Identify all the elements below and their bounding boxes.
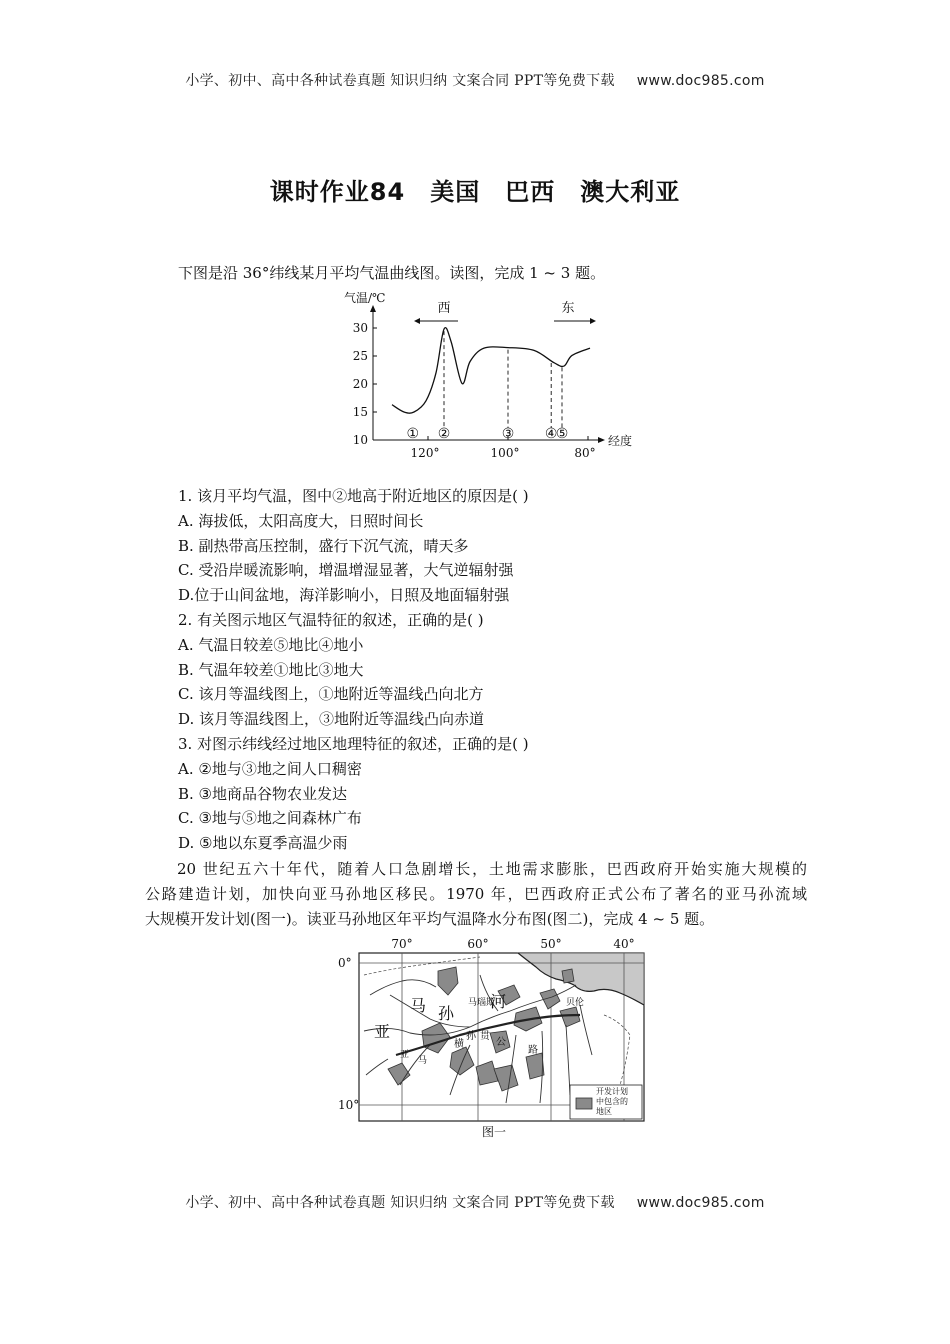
page-title: 课时作业84 美国 巴西 澳大利亚 xyxy=(269,178,681,206)
map-legend-label: 地区 xyxy=(596,1107,612,1116)
question-line: B. ③地商品谷物农业发达 xyxy=(178,784,348,803)
map-caption: 图一 xyxy=(481,1125,507,1139)
map-place-label: 孙 xyxy=(466,1031,476,1042)
map-lon-label: 70° xyxy=(391,937,413,951)
map-legend-label: 开发计划 xyxy=(596,1087,628,1096)
map-lon-label: 60° xyxy=(467,937,489,951)
temperature-chart xyxy=(340,288,640,463)
marker-label: ② xyxy=(437,426,451,442)
map-lon-label: 40° xyxy=(613,937,635,951)
question-line: A. 气温日较差⑤地比④地小 xyxy=(178,635,364,654)
map-place-label: 孙 xyxy=(438,1004,455,1023)
amazon-map xyxy=(330,935,660,1145)
map-place-label: 公 xyxy=(496,1037,506,1048)
map-legend-swatch xyxy=(576,1098,592,1109)
question-line: C. ③地与⑤地之间森林广布 xyxy=(178,809,362,828)
context-paragraph xyxy=(145,857,807,932)
question-line: C. 该月等温线图上，①地附近等温线凸向北方 xyxy=(178,685,484,704)
map-place-label: 河 xyxy=(490,992,507,1011)
direction-west-label: 西 xyxy=(437,301,451,316)
paragraph-line: 大规模开发计划(图一)。读亚马孙地区年平均气温降水分布图(图二)，完成 4 ~ 5 题。 xyxy=(145,910,715,928)
map-place-label: 亚 xyxy=(374,1022,391,1041)
footer-site[interactable]: www.doc985.com xyxy=(636,1195,765,1211)
map-place-label: 贯 xyxy=(480,1031,490,1042)
x-tick-label: 100° xyxy=(490,446,520,460)
question-line: 3. 对图示纬线经过地区地理特征的叙述，正确的是( ) xyxy=(178,734,529,753)
marker-label: ④ xyxy=(544,426,558,442)
page-header xyxy=(0,70,950,90)
page-footer xyxy=(0,1192,950,1212)
marker-label: ③ xyxy=(501,426,515,442)
map-place-label: 路 xyxy=(528,1045,538,1056)
map-lat-label: 10° xyxy=(338,1098,360,1112)
map-place-label: 贝伦 xyxy=(566,998,585,1008)
marker-label: ⑤ xyxy=(555,426,569,442)
header-site[interactable]: www.doc985.com xyxy=(636,73,765,89)
y-tick-label: 15 xyxy=(352,405,368,419)
map-place-label: 马 xyxy=(418,1056,428,1066)
questions-block xyxy=(178,484,529,856)
question-line: B. 副热带高压控制，盛行下沉气流，晴天多 xyxy=(178,536,469,555)
paragraph-line: 20 世纪五六十年代，随着人口急剧增长，土地需求膨胀，巴西政府开始实施大规模的 xyxy=(177,860,807,878)
direction-west-arrow-head xyxy=(414,318,420,324)
y-tick-label: 20 xyxy=(352,377,368,391)
map-place-label: 马 xyxy=(410,996,427,1015)
paragraph-line: 公路建造计划，加快向亚马孙地区移民。1970 年，巴西政府正式公布了著名的亚马孙流域 xyxy=(145,885,807,903)
temperature-line xyxy=(392,328,590,414)
map-place-label: 横 xyxy=(454,1039,464,1050)
y-tick-label: 25 xyxy=(352,349,368,363)
x-tick-label: 80° xyxy=(574,446,596,460)
question-line: B. 气温年较差①地比③地大 xyxy=(178,660,364,679)
question-line: C. 受沿岸暖流影响，增温增湿显著，大气逆辐射强 xyxy=(178,561,514,580)
direction-east-label: 东 xyxy=(561,301,575,316)
map-legend-label: 中包含的 xyxy=(596,1097,628,1106)
question-line: D. ⑤地以东夏季高温少雨 xyxy=(178,834,348,853)
question-line: A. ②地与③地之间人口稠密 xyxy=(178,759,362,778)
y-axis-label: 气温/℃ xyxy=(344,291,386,305)
question-line: D.位于山间盆地，海洋影响小，日照及地面辐射强 xyxy=(178,586,510,605)
question-line: 2. 有关图示地区气温特征的叙述，正确的是( ) xyxy=(178,610,484,629)
x-axis-label: 经度 xyxy=(608,434,633,448)
intro-text: 下图是沿 36°纬线某月平均气温曲线图。读图，完成 1 ~ 3 题。 xyxy=(178,264,606,282)
footer-text: 小学、初中、高中各种试卷真题 知识归纳 文案合同 PPT等免费下载 xyxy=(185,1195,615,1211)
header-text: 小学、初中、高中各种试卷真题 知识归纳 文案合同 PPT等免费下载 xyxy=(185,73,615,89)
question-line: A. 海拔低，太阳高度大，日照时间长 xyxy=(178,511,424,530)
map-lon-label: 50° xyxy=(540,937,562,951)
x-axis-arrow xyxy=(598,437,605,443)
marker-label: ① xyxy=(406,426,420,442)
y-tick-label: 10 xyxy=(352,433,368,447)
x-tick-label: 120° xyxy=(410,446,440,460)
map-place-label: 亚 xyxy=(400,1050,410,1060)
question-line: D. 该月等温线图上，③地附近等温线凸向赤道 xyxy=(178,710,485,729)
map-lat-label: 0° xyxy=(338,956,352,970)
question-line: 1. 该月平均气温，图中②地高于附近地区的原因是( ) xyxy=(178,487,529,505)
y-tick-label: 30 xyxy=(352,321,368,335)
map-place-label: 马瑙斯 xyxy=(468,998,496,1008)
direction-east-arrow-head xyxy=(590,318,596,324)
y-axis-arrow xyxy=(370,305,376,312)
